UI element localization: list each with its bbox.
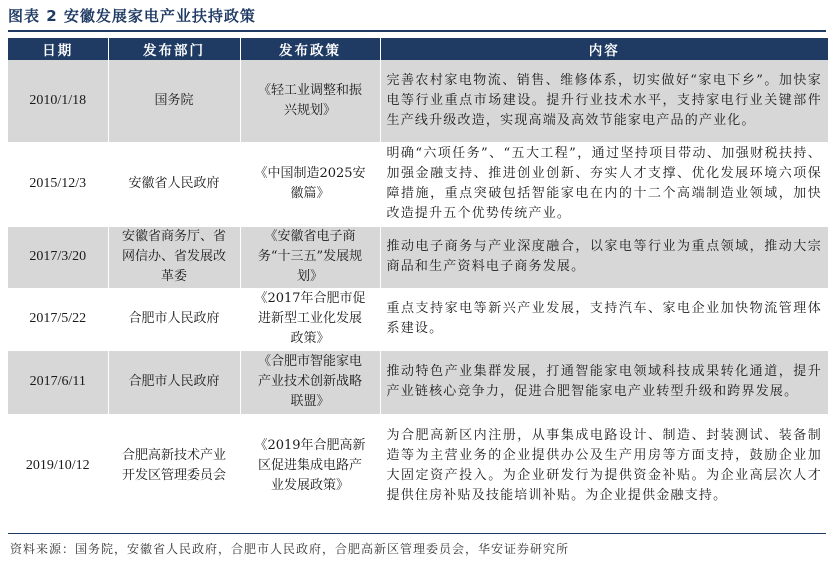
source-note: 资料来源：国务院，安徽省人民政府，合肥市人民政府，合肥高新区管理委员会，华安证券研究所 — [10, 542, 570, 556]
header-content: 内容 — [380, 38, 828, 60]
cell-dept: 安徽省商务厅、省网信办、省发展改革委 — [108, 226, 240, 288]
cell-content: 明确“六项任务”、“五大工程”，通过坚持项目带动、加强财税扶持、加强金融支持、推进创业创新、夯实人才支撑、优化发展环境六项保障措施，重点突破包括智能家电在内的十二个高端制造业领域，加快改造提升五个优势传统产业。 — [380, 142, 828, 226]
cell-content: 推动电子商务与产业深度融合，以家电等行业为重点领域，推动大宗商品和生产资料电子商务发展。 — [380, 226, 828, 288]
cell-date: 2017/5/22 — [8, 288, 108, 350]
cell-policy: 《2019年合肥高新区促进集成电路产业发展政策》 — [240, 414, 380, 518]
cell-policy: 《安徽省电子商务“十三五”发展规划》 — [240, 226, 380, 288]
cell-dept: 合肥市人民政府 — [108, 350, 240, 414]
cell-policy: 《轻工业调整和振兴规划》 — [240, 60, 380, 142]
header-date: 日期 — [8, 38, 108, 60]
cell-date: 2017/3/20 — [8, 226, 108, 288]
cell-content: 重点支持家电等新兴产业发展，支持汽车、家电企业加快物流管理体系建设。 — [380, 288, 828, 350]
figure-title-bar — [8, 0, 826, 32]
cell-policy: 《中国制造2025安徽篇》 — [240, 142, 380, 226]
table-row — [8, 226, 828, 288]
cell-dept: 安徽省人民政府 — [108, 142, 240, 226]
table-header-row — [8, 38, 828, 60]
cell-date: 2017/6/11 — [8, 350, 108, 414]
cell-content: 为合肥高新区内注册，从事集成电路设计、制造、封装测试、装备制造等为主营业务的企业提供办公及生产用房等方面支持，鼓励企业加大固定资产投入。为企业研发行为提供资金补贴。为企业高层次人才提供住房补贴及技能培训补贴。为企业提供金融支持。 — [380, 414, 828, 518]
cell-dept: 合肥市人民政府 — [108, 288, 240, 350]
figure-title: 图表 2 安徽发展家电产业扶持政策 — [8, 6, 256, 25]
cell-dept: 合肥高新技术产业开发区管理委员会 — [108, 414, 240, 518]
table-row — [8, 350, 828, 414]
cell-policy: 《合肥市智能家电产业技术创新战略联盟》 — [240, 350, 380, 414]
cell-content: 完善农村家电物流、销售、维修体系，切实做好“家电下乡”。加快家电等行业重点市场建设。提升行业技术水平，支持家电行业关键部件生产线升级改造，实现高端及高效节能家电产品的产业化。 — [380, 60, 828, 142]
table-row — [8, 60, 828, 142]
table-row — [8, 414, 828, 518]
policy-table — [8, 38, 828, 519]
table-row — [8, 288, 828, 350]
table-row — [8, 142, 828, 226]
cell-date: 2019/10/12 — [8, 414, 108, 518]
cell-policy: 《2017年合肥市促进新型工业化发展政策》 — [240, 288, 380, 350]
cell-date: 2010/1/18 — [8, 60, 108, 142]
header-policy: 发布政策 — [240, 38, 380, 60]
cell-date: 2015/12/3 — [8, 142, 108, 226]
cell-dept: 国务院 — [108, 60, 240, 142]
header-dept: 发布部门 — [108, 38, 240, 60]
cell-content: 推动特色产业集群发展，打通智能家电领域科技成果转化通道，提升产业链核心竞争力，促进合肥智能家电产业转型升级和跨界发展。 — [380, 350, 828, 414]
footer-divider — [8, 533, 826, 534]
